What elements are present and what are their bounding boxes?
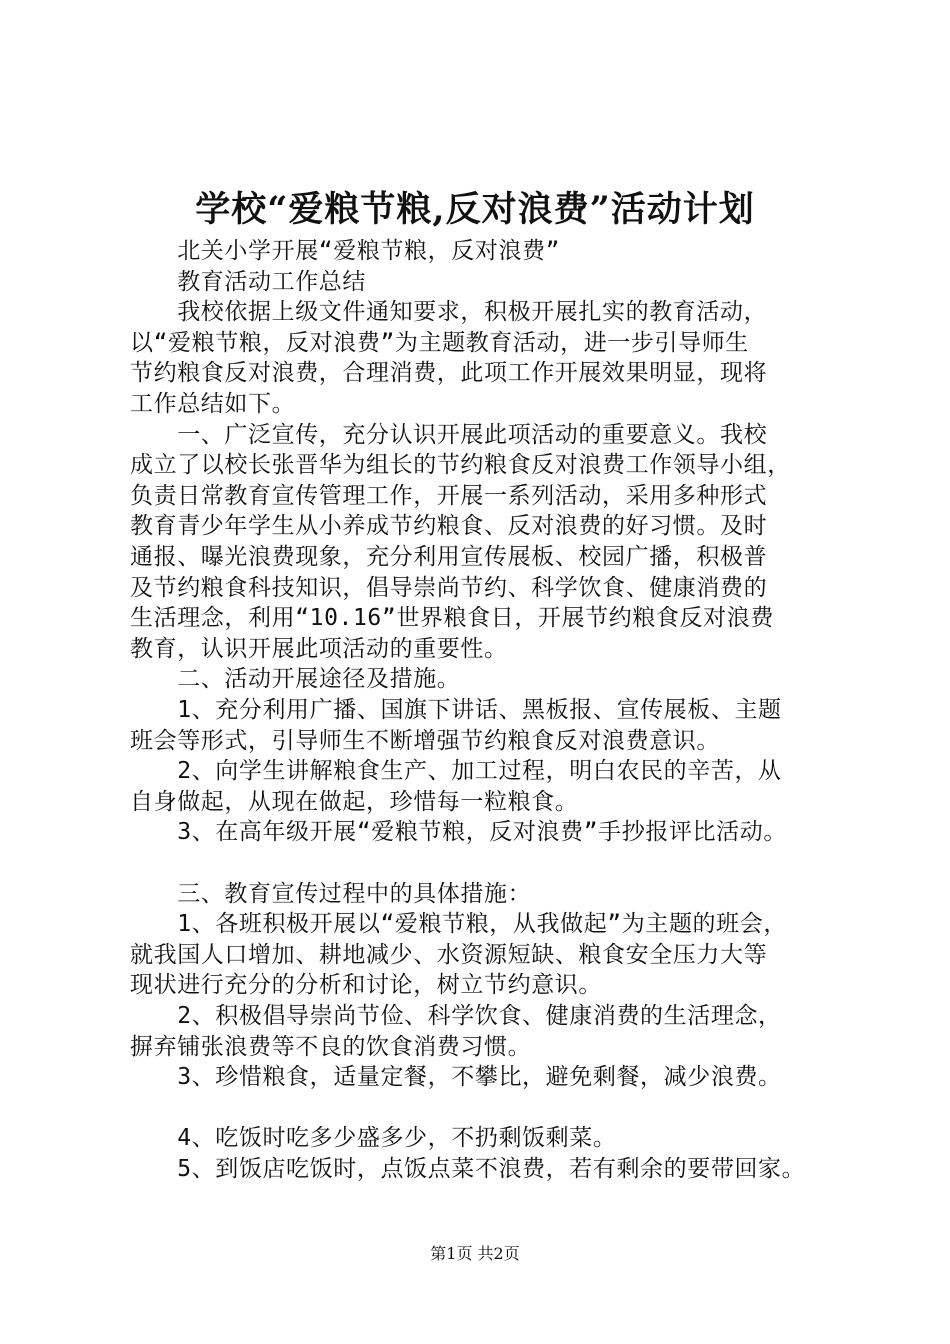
body-line: 3、在高年级开展“爱粮节粮，反对浪费”手抄报评比活动。 xyxy=(130,819,787,846)
body-line: 教育活动工作总结 xyxy=(130,268,366,295)
body-line: 现状进行充分的分析和讨论，树立节约意识。 xyxy=(130,972,602,999)
body-line: 教育，认识开展此项活动的重要性。 xyxy=(130,635,508,662)
body-line: 工作总结如下。 xyxy=(130,391,296,417)
page-footer: 第1页 共2页 xyxy=(430,1244,520,1263)
body-line: 一、广泛宣传，充分认识开展此项活动的重要意义。我校 xyxy=(130,421,768,448)
body-line: 负责日常教育宣传管理工作，开展一系列活动，采用多种形式 xyxy=(130,482,768,509)
body-line: 及节约粮食科技知识，倡导崇尚节约、科学饮食、健康消费的 xyxy=(130,574,768,601)
body-line: 北关小学开展“爱粮节粮，反对浪费” xyxy=(130,238,561,264)
body-line: 2、积极倡导崇尚节俭、科学饮食、健康消费的生活理念， xyxy=(130,1003,782,1029)
body-line: 二、活动开展途径及措施。 xyxy=(130,666,461,693)
body-line: 我校依据上级文件通知要求，积极开展扎实的教育活动， xyxy=(130,299,768,326)
body-line: 就我国人口增加、耕地减少、水资源短缺、粮食安全压力大等 xyxy=(130,941,768,968)
body-line: 节约粮食反对浪费，合理消费，此项工作开展效果明显，现将 xyxy=(130,360,768,387)
document-title: 学校“爱粮节粮,反对浪费”活动计划 xyxy=(195,189,755,230)
body-line: 教育青少年学生从小养成节约粮食、反对浪费的好习惯。及时 xyxy=(130,513,768,540)
body-line: 摒弃铺张浪费等不良的饮食消费习惯。 xyxy=(130,1033,532,1060)
body-line: 自身做起，从现在做起，珍惜每一粒粮食。 xyxy=(130,788,579,815)
body-line: 3、珍惜粮食，适量定餐，不攀比，避免剩餐，减少浪费。 xyxy=(130,1064,782,1091)
body-line: 以“爱粮节粮，反对浪费”为主题教育活动，进一步引导师生 xyxy=(130,329,749,356)
body-line: 1、充分利用广播、国旗下讲话、黑板报、宣传展板、主题 xyxy=(130,697,782,723)
body-line: 班会等形式，引导师生不断增强节约粮食反对浪费意识。 xyxy=(130,727,720,754)
body-line: 通报、曝光浪费现象，充分利用宣传展板、校园广播，积极普 xyxy=(130,544,768,570)
body-line: 三、教育宣传过程中的具体措施： xyxy=(130,880,532,907)
body-line: 1、各班积极开展以“爱粮节粮，从我做起”为主题的班会， xyxy=(130,911,787,938)
body-line: 2、向学生讲解粮食生产、加工过程，明白农民的辛苦，从 xyxy=(130,758,782,785)
body-line: 生活理念，利用“10.16”世界粮食日，开展节约粮食反对浪费 xyxy=(130,605,774,632)
body-line: 5、到饭店吃饭时，点饭点菜不浪费，若有剩余的要带回家。 xyxy=(130,1156,806,1182)
body-line: 4、吃饭时吃多少盛多少，不扔剩饭剩菜。 xyxy=(130,1125,617,1152)
body-line: 成立了以校长张晋华为组长的节约粮食反对浪费工作领导小组， xyxy=(130,452,791,479)
